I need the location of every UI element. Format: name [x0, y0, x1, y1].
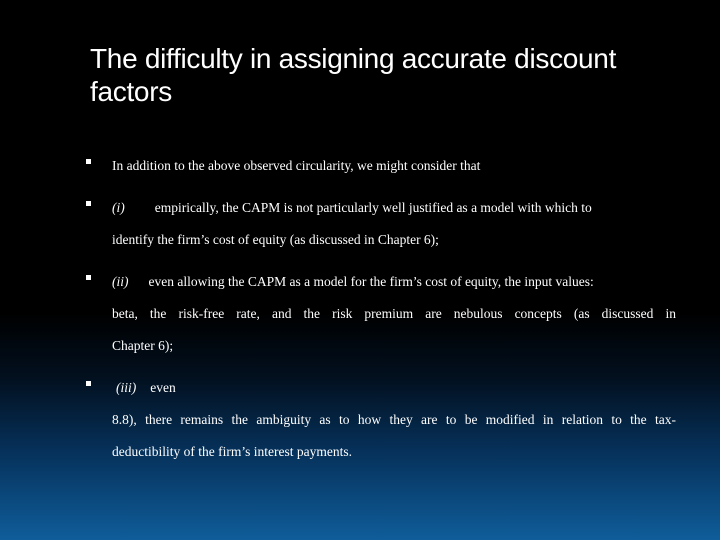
item-number: (ii) [112, 274, 129, 289]
item-number: (i) [112, 200, 125, 215]
bullet-item-intro [86, 150, 676, 182]
bullet-text: even [150, 380, 176, 395]
bullet-line: deductibility of the firm’s interest payments. [112, 444, 352, 459]
bullet-item-i [86, 192, 676, 256]
square-bullet-icon [86, 201, 91, 206]
slide-title: The difficulty in assigning accurate discount factors [90, 43, 617, 108]
bullet-line [112, 372, 676, 404]
square-bullet-icon [86, 381, 91, 386]
bullet-text: even allowing the CAPM as a model for the firm’s cost of equity, the input values: [148, 274, 594, 289]
bullet-list [86, 150, 676, 478]
bullet-line: identify the firm’s cost of equity (as discussed in Chapter 6); [112, 232, 439, 247]
bullet-text: In addition to the above observed circularity, we might consider that [112, 158, 481, 173]
bullet-item-iii [86, 372, 676, 468]
bullet-line: beta, the risk-free rate, and the risk premium are nebulous concepts (as discussed in [112, 306, 676, 321]
square-bullet-icon [86, 159, 91, 164]
item-number: (iii) [116, 380, 137, 395]
bullet-line [112, 266, 676, 298]
bullet-line [112, 192, 676, 224]
square-bullet-icon [86, 275, 91, 280]
bullet-line: 8.8), there remains the ambiguity as to how they are to be modified in relation to the tax- [112, 412, 676, 427]
bullet-line: Chapter 6); [112, 338, 174, 353]
bullet-text: empirically, the CAPM is not particularly well justified as a model with which to [154, 200, 592, 215]
bullet-item-ii [86, 266, 676, 362]
